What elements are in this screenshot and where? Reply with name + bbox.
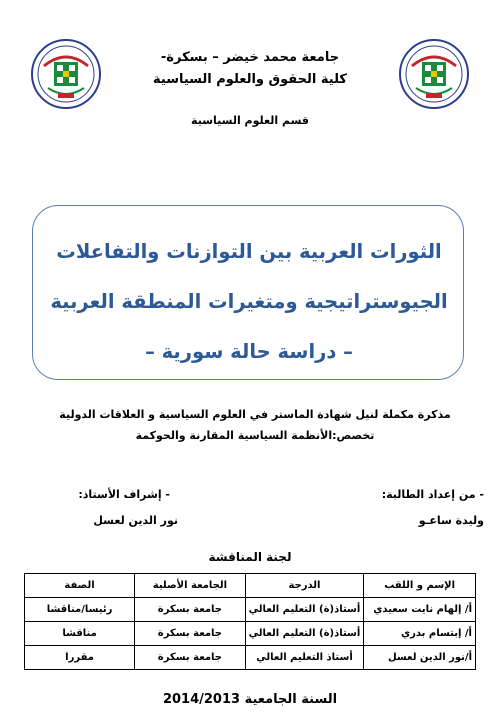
thesis-subtitle: – دراسة حالة سورية –: [145, 340, 353, 363]
prepared-by-label: - من إعداد الطالبة:: [381, 488, 484, 501]
column-header-university: الجامعة الأصلية: [135, 574, 246, 598]
member-role: مناقشا: [25, 622, 135, 646]
table-row: [25, 622, 476, 646]
member-name: أ/ إبتسام بدري: [364, 622, 476, 646]
table-row: [25, 598, 476, 622]
member-university: جامعة بسكرة: [135, 622, 246, 646]
member-university: جامعة بسكرة: [135, 598, 246, 622]
member-rank: أستاذ التعليم العالي: [245, 646, 364, 670]
memo-purpose: مذكرة مكملة لنيل شهادة الماستر في العلوم السياسية و العلاقات الدولية: [59, 408, 451, 421]
table-header-row: [25, 574, 476, 598]
committee-table: [24, 573, 476, 670]
supervisor-name: نور الدين لعسل: [93, 514, 178, 527]
member-rank: أستاذ(ة) التعليم العالي: [245, 598, 364, 622]
member-name: أ/نور الدين لعسل: [364, 646, 476, 670]
column-header-role: الصفة: [25, 574, 135, 598]
supervisor-label: - إشراف الأستاذ:: [78, 488, 170, 501]
thesis-title-line-1: الثورات العربية بين التوازنات والتفاعلات: [56, 240, 442, 263]
member-university: جامعة بسكرة: [135, 646, 246, 670]
member-rank: أستاذ(ة) التعليم العالي: [245, 622, 364, 646]
university-seal-icon: [30, 38, 102, 110]
column-header-name: الإسم و اللقب: [364, 574, 476, 598]
department-name: قسم العلوم السياسية: [191, 114, 309, 127]
university-name: جامعة محمد خيضر – بسكرة-: [160, 50, 340, 65]
student-name: وليدة ساعـو: [418, 514, 484, 527]
column-header-rank: الدرجة: [245, 574, 364, 598]
member-name: أ/ إلهام نايت سعيدي: [364, 598, 476, 622]
specialization: تخصص:الأنظمة السياسية المقارنة والحوكمة: [135, 429, 375, 442]
university-seal-icon: [398, 38, 470, 110]
member-role: مقررا: [25, 646, 135, 670]
academic-year: السنة الجامعية 2014/2013: [162, 692, 338, 707]
committee-title: لجنة المناقشة: [208, 550, 292, 564]
thesis-title-line-2: الجيوستراتيجية ومتغيرات المنطقة العربية: [50, 290, 448, 313]
thesis-title-box: [32, 205, 464, 380]
table-row: [25, 646, 476, 670]
member-role: رئيسا/مناقشا: [25, 598, 135, 622]
faculty-name: كلية الحقوق والعلوم السياسية: [153, 72, 347, 87]
